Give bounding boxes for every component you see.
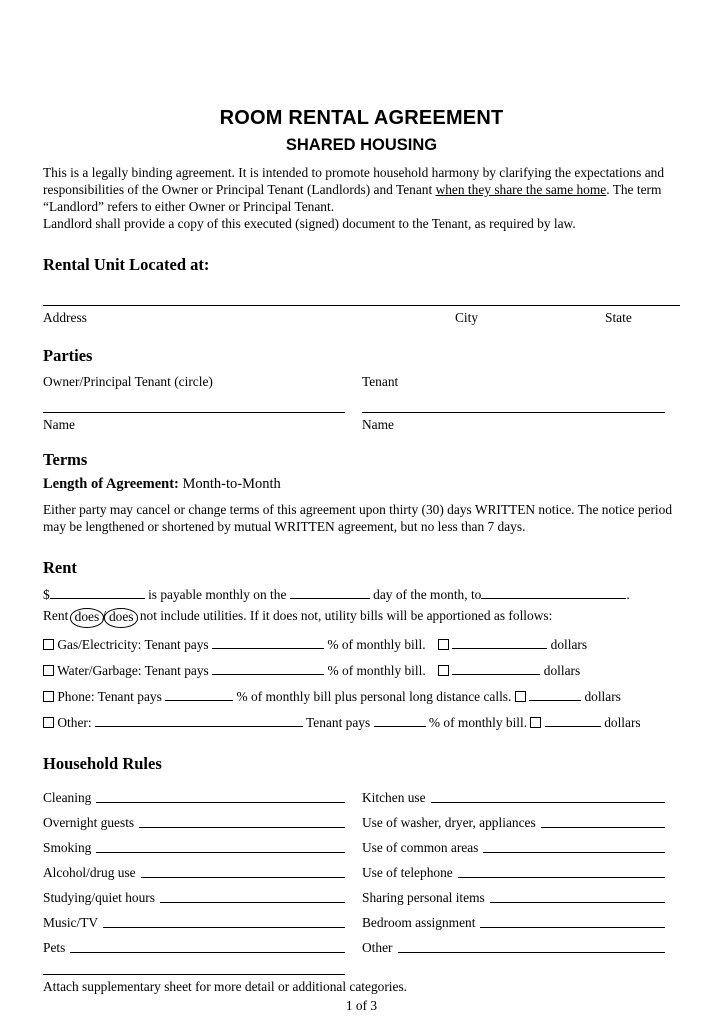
alcohol-drug-use-label: Alcohol/drug use (43, 865, 136, 881)
intro-text-before: This is a legally binding agreement. It is intended to promote household harmony by clarifying the expectations and responsibilities of the Owner or Principal Tenant (Landlords) and Tenant (43, 164, 665, 197)
other-utility-label: Other: (57, 714, 92, 730)
phone-percent-label: % of monthly bill plus personal long distance calls. (236, 688, 512, 704)
overnight-guests-fill-line[interactable] (139, 807, 345, 828)
rule-row-kitchen-use (362, 782, 665, 807)
gas-dollars-checkbox[interactable] (438, 639, 449, 650)
alcohol-drug-use-fill-line[interactable] (141, 857, 345, 878)
pets-label: Pets (43, 940, 66, 956)
bedroom-assignment-fill-line[interactable] (480, 907, 665, 928)
other-dollars-checkbox[interactable] (530, 717, 541, 728)
sharing-personal-items-label: Sharing personal items (362, 890, 485, 906)
address-fill-line[interactable] (43, 305, 680, 306)
terms-body-text: Either party may cancel or change terms of this agreement upon thirty (30) days WRITTEN notice. The notice period may be lengthened or shortened by mutual WRITTEN agreement, but no less than 7 days. (43, 501, 673, 534)
rule-row-cleaning (43, 782, 345, 807)
gas-dollars-label: dollars (550, 636, 588, 652)
rule-row-alcohol-drug-use (43, 857, 345, 882)
state-label: State (605, 310, 632, 326)
tenant-name-label: Name (362, 416, 394, 432)
rent-amount-blank[interactable] (50, 587, 145, 599)
household-rules-left-column (43, 782, 345, 957)
rent-payable-row (43, 586, 680, 603)
telephone-fill-line[interactable] (458, 857, 665, 878)
rule-row-sharing-personal-items (362, 882, 665, 907)
water-dollars-label: dollars (543, 662, 581, 678)
rule-row-telephone (362, 857, 665, 882)
gas-electricity-label: Gas/Electricity: Tenant pays (57, 636, 209, 652)
intro-underlined-phrase: when they share the same home (435, 181, 607, 197)
music-tv-fill-line[interactable] (103, 907, 345, 928)
other-rule-label: Other (362, 940, 393, 956)
utility-row-water (43, 662, 680, 679)
household-rules-grid (43, 782, 680, 957)
phone-dollars-label: dollars (584, 688, 621, 704)
common-areas-fill-line[interactable] (483, 832, 665, 853)
length-of-agreement-value: Month-to-Month (182, 475, 281, 492)
page-title: ROOM RENTAL AGREEMENT (219, 107, 504, 129)
utility-row-other (43, 714, 680, 731)
party-labels-row (43, 373, 680, 390)
water-percent-label: % of monthly bill. (327, 662, 426, 678)
common-areas-label: Use of common areas (362, 840, 479, 856)
pets-fill-line[interactable] (70, 932, 345, 953)
address-label: Address (43, 310, 87, 326)
dollar-sign-label: $ (43, 586, 50, 602)
rent-due-day-blank[interactable] (290, 587, 370, 599)
party-name-lines (43, 412, 680, 413)
address-labels-row (43, 309, 680, 329)
washer-dryer-appliances-fill-line[interactable] (541, 807, 665, 828)
water-dollars-checkbox[interactable] (438, 665, 449, 676)
rule-row-studying-quiet-hours (43, 882, 345, 907)
section-heading-terms: Terms (43, 449, 88, 469)
bedroom-assignment-label: Bedroom assignment (362, 915, 476, 931)
utilities-slash: / (102, 608, 106, 624)
smoking-fill-line[interactable] (96, 832, 345, 853)
telephone-label: Use of telephone (362, 865, 453, 881)
phone-label: Phone: Tenant pays (57, 688, 162, 704)
overnight-guests-label: Overnight guests (43, 815, 135, 831)
household-rules-right-column (362, 782, 665, 957)
water-garbage-label: Water/Garbage: Tenant pays (57, 662, 209, 678)
phone-dollars-blank[interactable] (529, 689, 581, 701)
kitchen-use-label: Kitchen use (362, 790, 426, 806)
section-heading-parties: Parties (43, 346, 93, 366)
page-subtitle: SHARED HOUSING (285, 135, 438, 154)
rule-row-music-tv (43, 907, 345, 932)
attach-supplementary-note: Attach supplementary sheet for more detail or additional categories. (43, 979, 408, 995)
tenant-label: Tenant (362, 373, 399, 389)
city-label: City (455, 310, 479, 326)
intro-text-after: . The term “Landlord” refers to either Owner or Principal Tenant. (43, 181, 662, 215)
utility-row-phone (43, 688, 680, 705)
owner-principal-tenant-label: Owner/Principal Tenant (circle) (43, 373, 213, 389)
page-number: 1 of 3 (345, 998, 378, 1014)
tenant-name-fill-line[interactable] (362, 412, 665, 413)
section-heading-rental-unit: Rental Unit Located at: (43, 255, 210, 275)
water-dollars-blank[interactable] (452, 663, 540, 675)
sharing-personal-items-fill-line[interactable] (490, 882, 665, 903)
rule-row-washer-dryer-appliances (362, 807, 665, 832)
cleaning-fill-line[interactable] (96, 782, 345, 803)
rule-row-other (362, 932, 665, 957)
studying-quiet-hours-label: Studying/quiet hours (43, 890, 155, 906)
utilities-intro-before: Rent (43, 608, 69, 624)
utility-row-gas (43, 636, 680, 653)
cleaning-label: Cleaning (43, 790, 92, 806)
does-not-option-circle[interactable]: does (104, 608, 139, 627)
extra-category-fill-line[interactable] (43, 974, 345, 975)
phone-checkbox[interactable] (43, 691, 54, 702)
other-rule-fill-line[interactable] (398, 932, 666, 953)
washer-dryer-appliances-label: Use of washer, dryer, appliances (362, 815, 536, 831)
phone-dollars-checkbox[interactable] (515, 691, 526, 702)
length-of-agreement-label: Length of Agreement: (43, 475, 179, 492)
owner-name-fill-line[interactable] (43, 412, 345, 413)
rent-payable-period: . (626, 586, 630, 602)
studying-quiet-hours-fill-line[interactable] (160, 882, 345, 903)
intro-paragraph (43, 164, 680, 215)
other-percent-blank[interactable] (374, 715, 426, 727)
rent-payto-blank[interactable] (481, 587, 626, 599)
rent-payable-seg2: day of the month, to (373, 586, 482, 602)
gas-dollars-blank[interactable] (452, 637, 547, 649)
music-tv-label: Music/TV (43, 915, 99, 931)
water-garbage-checkbox[interactable] (43, 665, 54, 676)
water-percent-blank[interactable] (212, 663, 324, 675)
gas-electricity-checkbox[interactable] (43, 639, 54, 650)
rent-payable-seg1: is payable monthly on the (148, 586, 287, 602)
legal-note: Landlord shall provide a copy of this executed (signed) document to the Tenant, as required by law. (43, 216, 576, 232)
length-of-agreement-row (43, 475, 680, 494)
kitchen-use-fill-line[interactable] (431, 782, 665, 803)
utilities-included-row (43, 607, 680, 626)
does-option-circle[interactable]: does (70, 608, 105, 627)
rule-row-smoking (43, 832, 345, 857)
phone-percent-blank[interactable] (165, 689, 233, 701)
smoking-label: Smoking (43, 840, 92, 856)
section-heading-rent: Rent (43, 557, 77, 577)
rule-row-pets (43, 932, 345, 957)
other-utility-name-blank[interactable] (95, 715, 303, 727)
other-percent-label: % of monthly bill. (428, 714, 528, 730)
other-utility-checkbox[interactable] (43, 717, 54, 728)
other-dollars-blank[interactable] (545, 715, 601, 727)
rule-row-overnight-guests (43, 807, 345, 832)
gas-percent-blank[interactable] (212, 637, 324, 649)
other-dollars-label: dollars (604, 714, 641, 730)
rule-row-bedroom-assignment (362, 907, 665, 932)
name-labels-row (43, 416, 680, 433)
section-heading-household-rules: Household Rules (43, 754, 162, 774)
other-tenant-pays-label: Tenant pays (306, 714, 371, 730)
utilities-intro-after: not include utilities. If it does not, utility bills will be apportioned as follows: (139, 608, 553, 624)
gas-percent-label: % of monthly bill. (327, 636, 426, 652)
rule-row-common-areas (362, 832, 665, 857)
owner-name-label: Name (43, 416, 75, 432)
